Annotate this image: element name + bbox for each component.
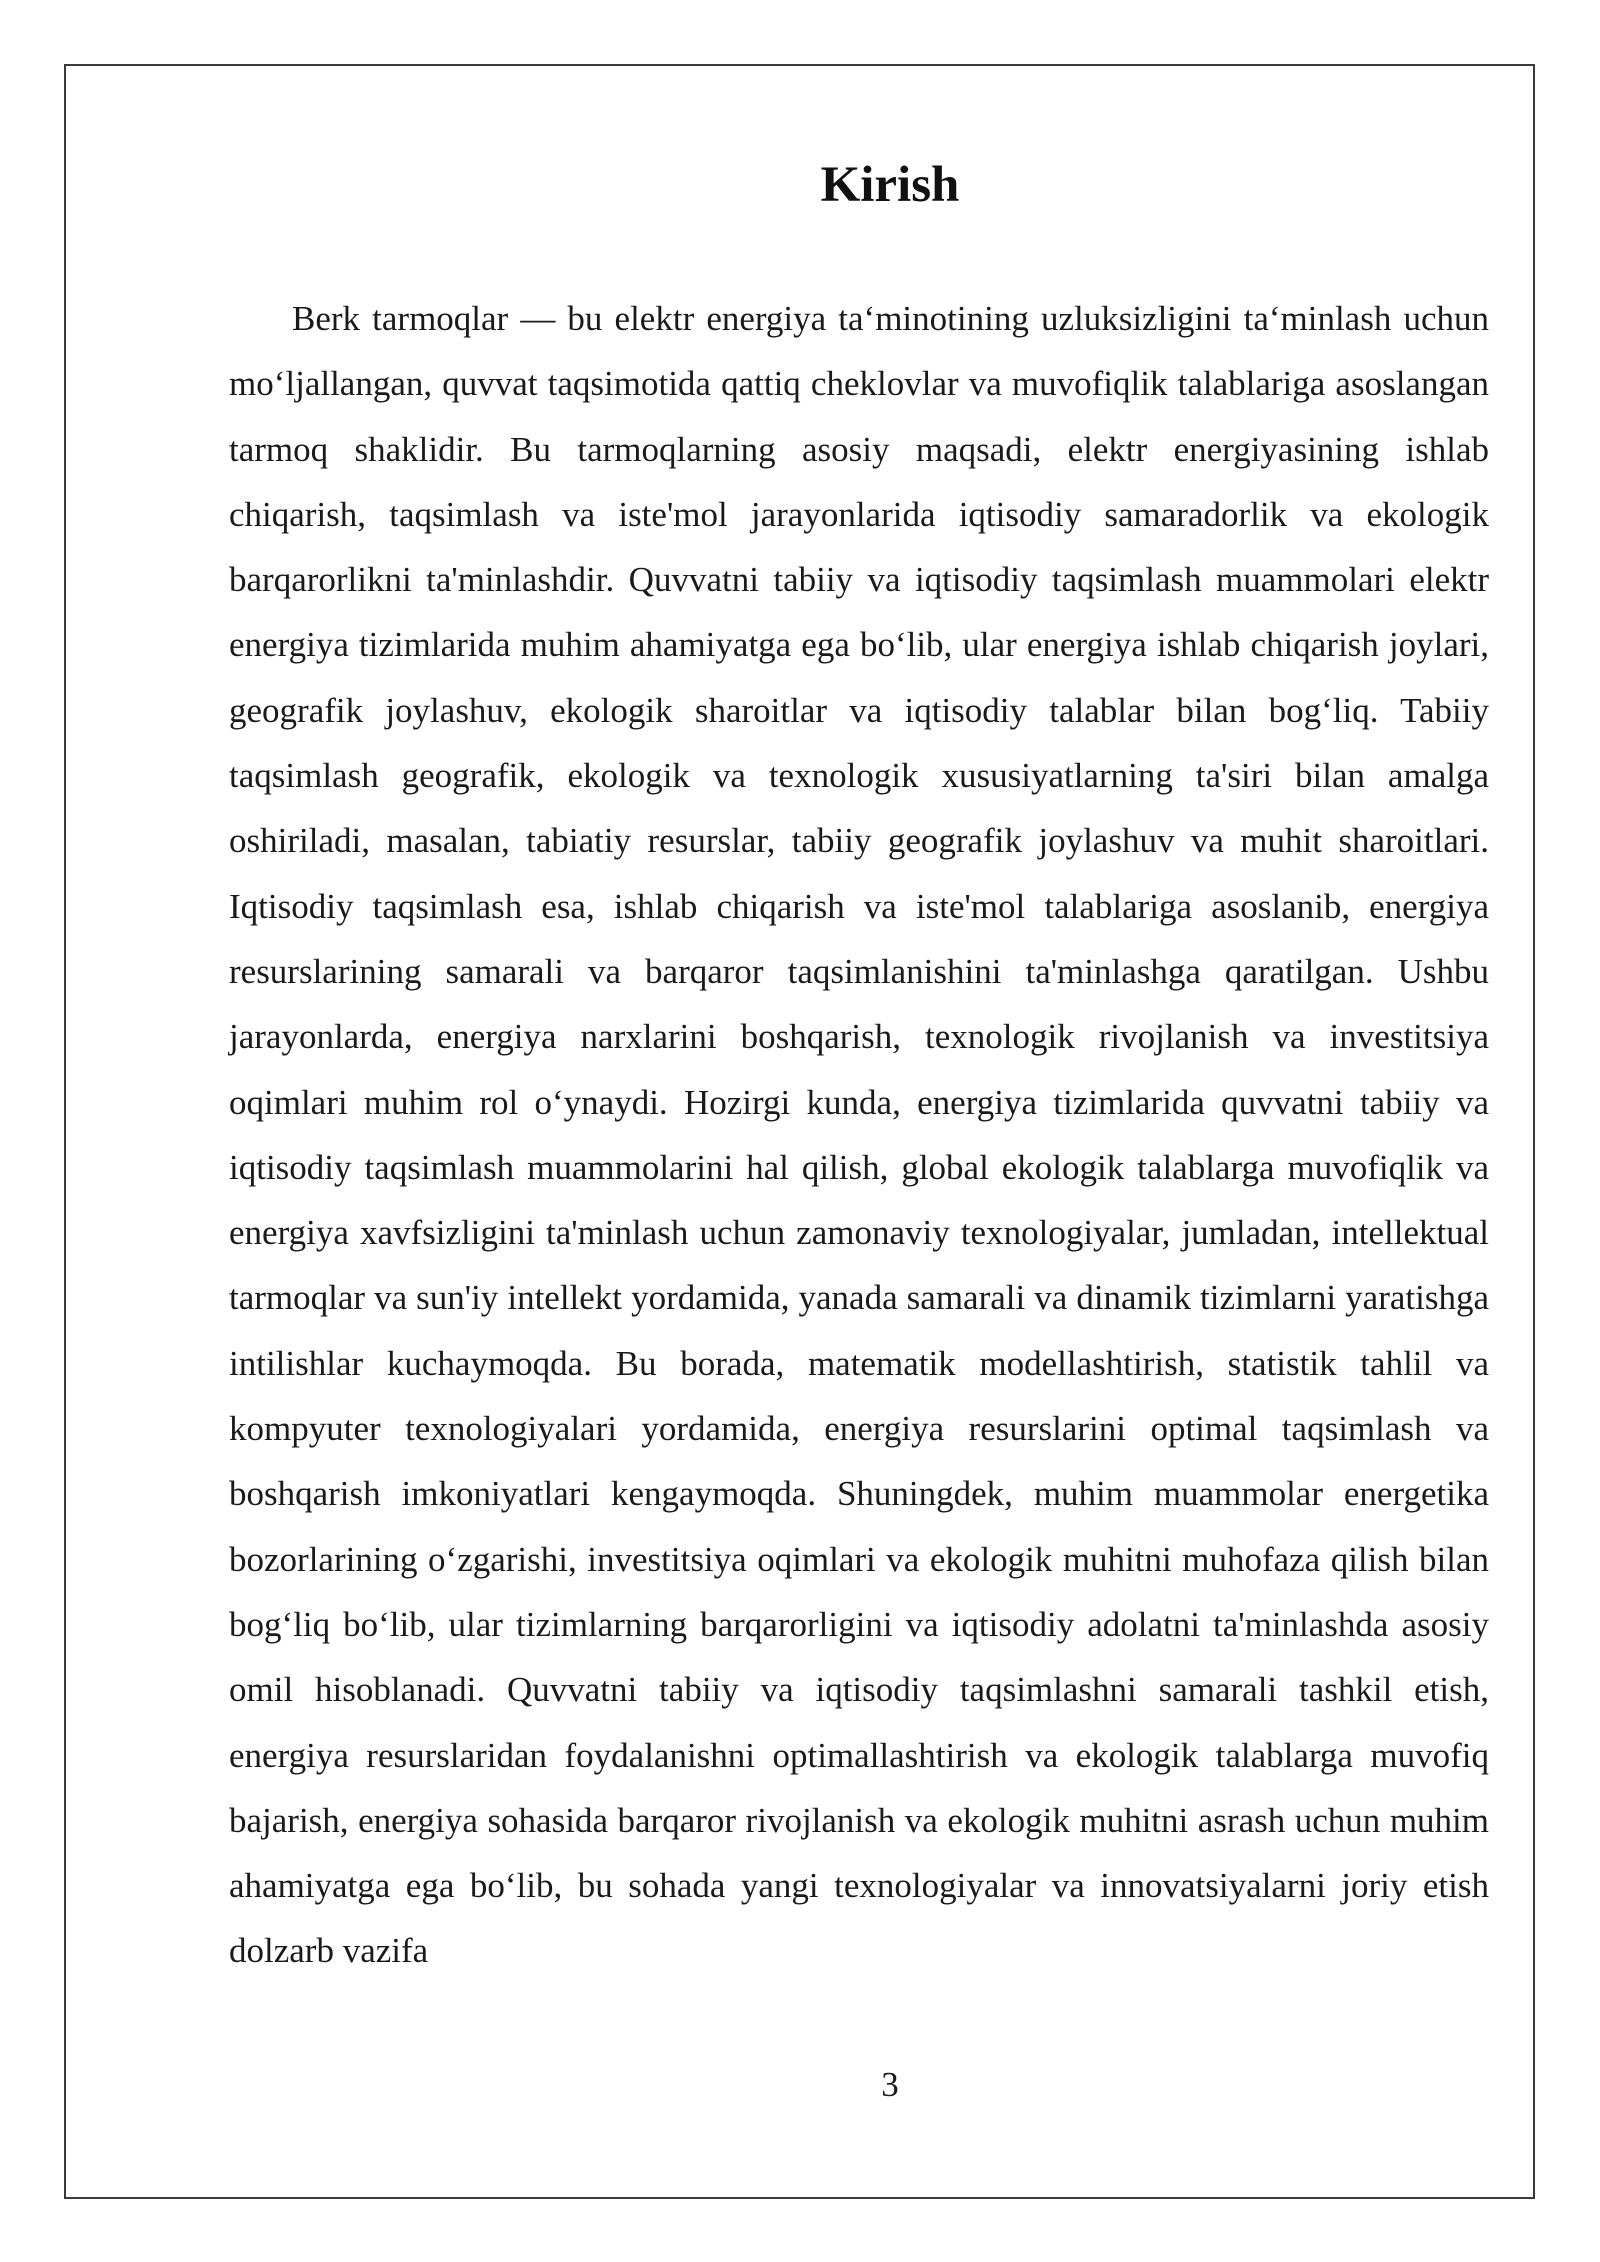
body-paragraph: Berk tarmoqlar — bu elektr energiya ta‘minotining uzluksizligini ta‘minlash uchun mo‘ljallangan, quvvat taqsimotida qattiq cheklovlar va muvofiqlik talablariga asoslangan tarmoq shaklidir. Bu tarmoqlarning asosiy maqsadi, elektr energiyasining ishlab chiqarish, taqsimlash va iste'mol jarayonlarida iqtisodiy samaradorlik va ekologik barqarorlikni ta'minlashdir. Quvvatni tabiiy va iqtisodiy taqsimlash muammolari elektr energiya tizimlarida muhim ahamiyatga ega bo‘lib, ular energiya ishlab chiqarish joylari, geografik joylashuv, ekologik sharoitlar va iqtisodiy talablar bilan bog‘liq. Tabiiy taqsimlash geografik, ekologik va texnologik xususiyatlarning ta'siri bilan amalga oshiriladi, masalan, tabiatiy resurslar, tabiiy geografik joylashuv va muhit sharoitlari. Iqtisodiy taqsimlash esa, ishlab chiqarish va iste'mol talablariga asoslanib, energiya resurslarining samarali va barqaror taqsimlanishini ta'minlashga qaratilgan. Ushbu jarayonlarda, energiya narxlarini boshqarish, texnologik rivojlanish va investitsiya oqimlari muhim rol o‘ynaydi. Hozirgi kunda, energiya tizimlarida quvvatni tabiiy va iqtisodiy taqsimlash muammolarini hal qilish, global ekologik talablarga muvofiqlik va energiya xavfsizligini ta'minlash uchun zamonaviy texnologiyalar, jumladan, intellektual tarmoqlar va sun'iy intellekt yordamida, yanada samarali va dinamik tizimlarni yaratishga intilishlar kuchaymoqda. Bu borada, matematik modellashtirish, statistik tahlil va kompyuter texnologiyalari yordamida, energiya resurslarini optimal taqsimlash va boshqarish imkoniyatlari kengaymoqda. Shuningdek, muhim muammolar energetika bozorlarining o‘zgarishi, investitsiya oqimlari va ekologik muhitni muhofaza qilish bilan bog‘liq bo‘lib, ular tizimlarning barqarorligini va iqtisodiy adolatni ta'minlashda asosiy omil hisoblanadi. Quvvatni tabiiy va iqtisodiy taqsimlashni samarali tashkil etish, energiya resurslaridan foydalanishni optimallashtirish va ekologik talablarga muvofiq bajarish, energiya sohasida barqaror rivojlanish va ekologik muhitni asrash uchun muhim ahamiyatga ega bo‘lib, bu sohada yangi texnologiyalar va innovatsiyalarni joriy etish dolzarb vazifa — [229, 299, 1489, 1971]
page-title: Kirish — [820, 157, 960, 213]
page-number: 3 — [881, 2065, 899, 2104]
